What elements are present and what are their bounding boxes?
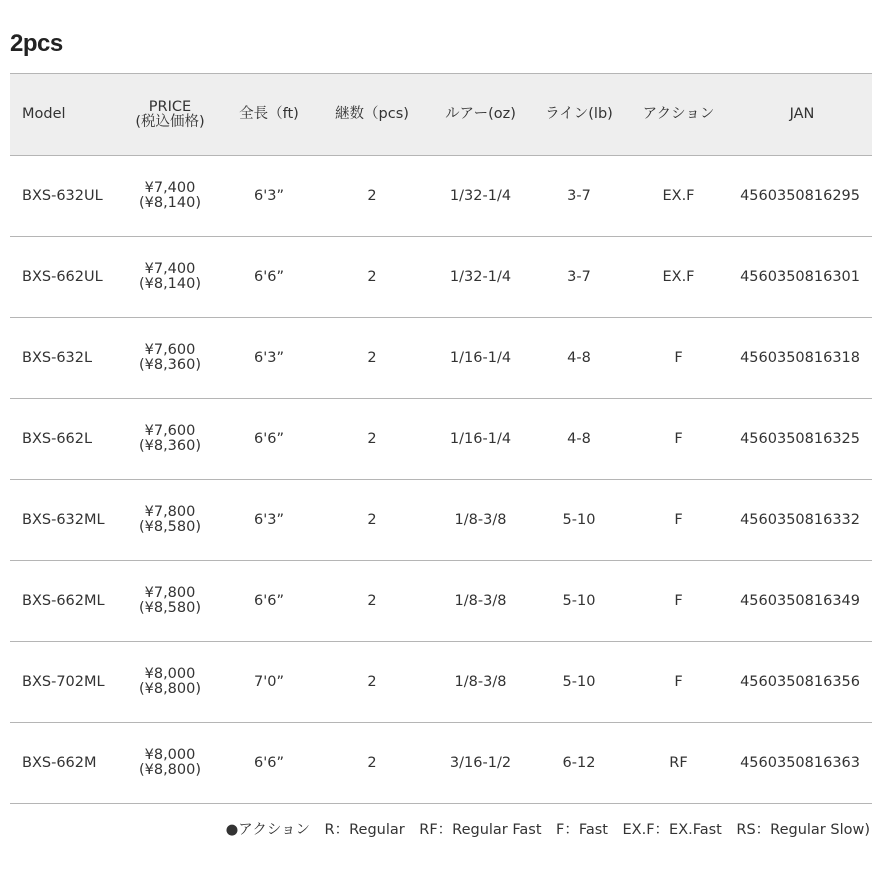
cell-price: [118, 480, 222, 561]
table-row: [10, 642, 872, 723]
cell-price: [118, 156, 222, 237]
cell-model: BXS-662L: [10, 399, 118, 480]
cell-model: BXS-632UL: [10, 156, 118, 237]
cell-pieces: 2: [316, 318, 428, 399]
cell-action: RF: [625, 723, 732, 804]
cell-line: 3-7: [533, 156, 625, 237]
header-model: Model: [10, 74, 118, 156]
cell-length: 7'0”: [222, 642, 316, 723]
cell-line: 4-8: [533, 318, 625, 399]
cell-action: EX.F: [625, 237, 732, 318]
cell-price-tax: (¥8,360): [138, 438, 202, 454]
cell-lure: 1/16-1/4: [428, 318, 533, 399]
cell-price: [118, 237, 222, 318]
cell-price: [118, 642, 222, 723]
header-price-tax-label: (税込価格): [135, 113, 205, 130]
cell-lure: 1/16-1/4: [428, 399, 533, 480]
cell-pieces: 2: [316, 399, 428, 480]
cell-action: F: [625, 561, 732, 642]
cell-lure: 1/32-1/4: [428, 156, 533, 237]
cell-price-tax: (¥8,800): [138, 681, 202, 697]
cell-action: F: [625, 642, 732, 723]
cell-pieces: 2: [316, 156, 428, 237]
cell-model: BXS-632L: [10, 318, 118, 399]
table-row: [10, 480, 872, 561]
cell-price-value: ¥7,800: [144, 504, 196, 520]
cell-line: 4-8: [533, 399, 625, 480]
cell-model: BXS-702ML: [10, 642, 118, 723]
cell-length: 6'6”: [222, 561, 316, 642]
cell-length: 6'3”: [222, 318, 316, 399]
cell-pieces: 2: [316, 642, 428, 723]
cell-jan: 4560350816363: [732, 723, 872, 804]
cell-jan: 4560350816349: [732, 561, 872, 642]
cell-jan: 4560350816318: [732, 318, 872, 399]
cell-price: [118, 561, 222, 642]
cell-length: 6'6”: [222, 237, 316, 318]
cell-line: 6-12: [533, 723, 625, 804]
cell-pieces: 2: [316, 480, 428, 561]
cell-jan: 4560350816325: [732, 399, 872, 480]
cell-action: F: [625, 318, 732, 399]
cell-price-value: ¥7,600: [144, 423, 196, 439]
cell-price-value: ¥7,400: [144, 180, 196, 196]
action-legend-note: ●アクション R：Regular RF：Regular Fast F：Fast EX.F：EX.Fast RS：Regular Slow): [225, 822, 870, 838]
cell-price-value: ¥8,000: [144, 666, 196, 682]
table-header: [10, 74, 872, 156]
cell-price: [118, 399, 222, 480]
cell-model: BXS-632ML: [10, 480, 118, 561]
header-pieces: 継数（pcs): [316, 74, 428, 156]
cell-price: [118, 723, 222, 804]
cell-model: BXS-662ML: [10, 561, 118, 642]
cell-lure: 1/8-3/8: [428, 561, 533, 642]
cell-lure: 1/8-3/8: [428, 642, 533, 723]
cell-jan: 4560350816356: [732, 642, 872, 723]
header-row: [10, 74, 872, 156]
cell-line: 5-10: [533, 642, 625, 723]
cell-price-value: ¥7,800: [144, 585, 196, 601]
cell-lure: 3/16-1/2: [428, 723, 533, 804]
cell-jan: 4560350816332: [732, 480, 872, 561]
table-row: [10, 318, 872, 399]
cell-price-tax: (¥8,800): [138, 762, 202, 778]
header-line: ライン(lb): [533, 74, 625, 156]
cell-pieces: 2: [316, 561, 428, 642]
header-lure: ルアー(oz): [428, 74, 533, 156]
cell-line: 5-10: [533, 480, 625, 561]
table-row: [10, 237, 872, 318]
cell-price-value: ¥7,400: [144, 261, 196, 277]
table-row: [10, 156, 872, 237]
spec-table: [10, 73, 872, 804]
page-title: 2pcs: [10, 30, 63, 57]
cell-action: F: [625, 399, 732, 480]
header-length: 全長（ft): [222, 74, 316, 156]
cell-model: BXS-662M: [10, 723, 118, 804]
cell-price-value: ¥7,600: [144, 342, 196, 358]
header-jan: JAN: [732, 74, 872, 156]
cell-pieces: 2: [316, 723, 428, 804]
cell-length: 6'6”: [222, 399, 316, 480]
cell-jan: 4560350816301: [732, 237, 872, 318]
cell-model: BXS-662UL: [10, 237, 118, 318]
table-row: [10, 561, 872, 642]
cell-price-tax: (¥8,580): [138, 600, 202, 616]
table-row: [10, 723, 872, 804]
header-price-label: PRICE: [148, 98, 192, 115]
cell-length: 6'6”: [222, 723, 316, 804]
cell-price-tax: (¥8,140): [138, 195, 202, 211]
header-price: [118, 74, 222, 156]
cell-jan: 4560350816295: [732, 156, 872, 237]
cell-line: 5-10: [533, 561, 625, 642]
header-action: アクション: [625, 74, 732, 156]
cell-price-tax: (¥8,360): [138, 357, 202, 373]
cell-action: F: [625, 480, 732, 561]
cell-length: 6'3”: [222, 156, 316, 237]
cell-price: [118, 318, 222, 399]
cell-lure: 1/8-3/8: [428, 480, 533, 561]
cell-price-value: ¥8,000: [144, 747, 196, 763]
cell-pieces: 2: [316, 237, 428, 318]
cell-price-tax: (¥8,580): [138, 519, 202, 535]
cell-length: 6'3”: [222, 480, 316, 561]
table-row: [10, 399, 872, 480]
table-body: [10, 156, 872, 804]
cell-line: 3-7: [533, 237, 625, 318]
cell-lure: 1/32-1/4: [428, 237, 533, 318]
cell-action: EX.F: [625, 156, 732, 237]
cell-price-tax: (¥8,140): [138, 276, 202, 292]
